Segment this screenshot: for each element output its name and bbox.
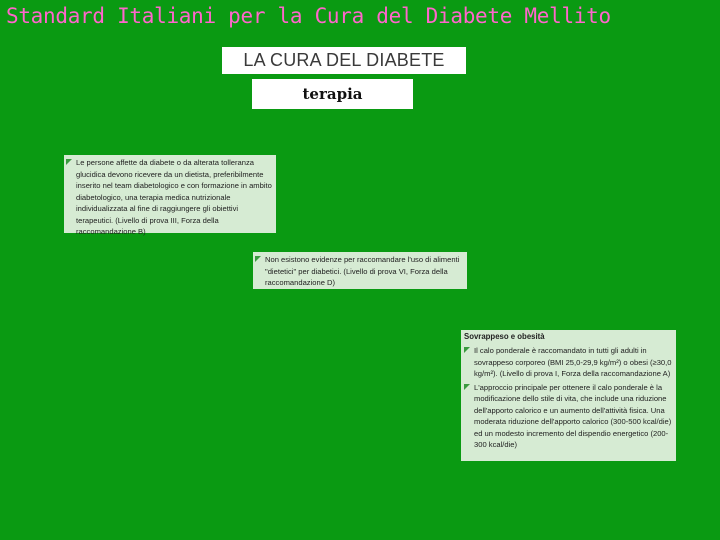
recommendation-text: Le persone affette da diabete o da alterata tolleranza glucidica devono ricevere da un dietista, preferibilmente inserito nel team diabetologico e con formazione in ambito diabetologico, una terapia medica nutrizionale individualizzata al fine di raggiungere gli obiettivi terapeutici. (Livello di prova III, Forza della raccomandazione B) xyxy=(76,158,272,236)
triangle-marker-icon xyxy=(66,159,72,165)
recommendation-card-dietetic-foods xyxy=(253,252,467,289)
card-heading: Sovrappeso e obesità xyxy=(464,332,545,341)
slide-title: Standard Italiani per la Cura del Diabete Mellito xyxy=(6,4,611,28)
banner xyxy=(222,47,466,74)
recommendation-text: Il calo ponderale è raccomandato in tutti gli adulti in sovrappeso corporeo (BMI 25,0-29,9 kg/m²) o obesi (≥30,0 kg/m²). (Livello di prova I, Forza della raccomandazione A) xyxy=(474,346,672,378)
recommendation-text: L'approccio principale per ottenere il calo ponderale è la modificazione dello stile di vita, che include una riduzione dell'apporto calorico e un aumento dell'attività fisica. Una moderata riduzione dell'apporto calorico (300-500 kcal/die) ed un modesto incremento del dispendio energetico (200-300 kcal/die) xyxy=(474,382,672,449)
banner-text: LA CURA DEL DIABETE xyxy=(243,50,445,70)
recommendation-item xyxy=(464,345,673,380)
recommendation-item xyxy=(66,157,273,238)
triangle-marker-icon xyxy=(464,347,470,353)
recommendation-card-nutrition xyxy=(64,155,276,236)
recommendation-item xyxy=(255,254,464,289)
triangle-marker-icon xyxy=(464,384,470,390)
triangle-marker-icon xyxy=(255,256,261,262)
subtitle: terapia xyxy=(252,79,413,109)
recommendation-text: Non esistono evidenze per raccomandare l'uso di alimenti "dietetici" per diabetici. (Livello di prova VI, Forza della raccomandazione D) xyxy=(265,255,460,287)
recommendation-item xyxy=(464,382,673,451)
recommendation-card-overweight xyxy=(461,330,676,461)
